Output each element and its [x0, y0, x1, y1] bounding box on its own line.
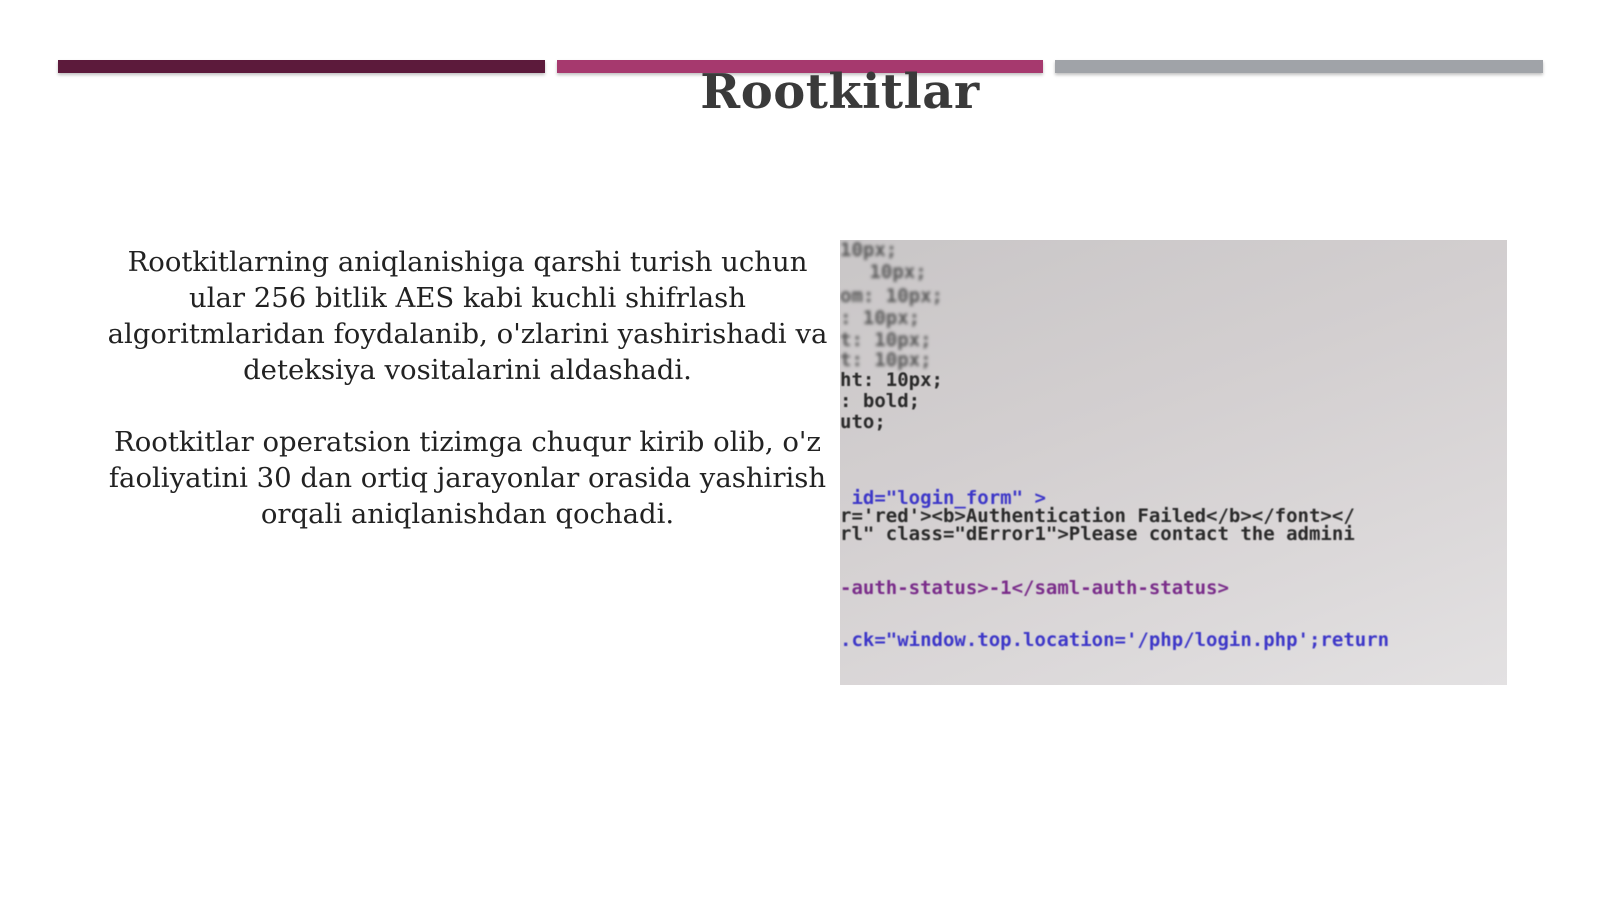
code-line: t: 10px;: [840, 349, 932, 371]
code-line: r='red'><b>Authentication Failed</b></font></: [840, 505, 1355, 527]
code-line: -auth-status>-1</saml-auth-status>: [840, 577, 1229, 599]
code-photo: [840, 240, 1507, 685]
code-line: : 10px;: [840, 307, 921, 329]
header-bar-dark: [58, 60, 545, 73]
paragraph-2: Rootkitlar operatsion tizimga chuqur kirib olib, o'z faoliyatini 30 dan ortiq jarayonlar orasida yashirish orqali aniqlanishdan qochadi.: [108, 426, 827, 530]
code-line: : bold;: [840, 390, 921, 412]
code-line: rl" class="dError1">Please contact the admini: [840, 523, 1355, 545]
code-line: 10px;: [858, 261, 927, 283]
code-line: .ck="window.top.location='/php/login.php';return: [840, 629, 1390, 651]
slide-title: Rootkitlar: [700, 64, 980, 120]
paragraph-1: Rootkitlarning aniqlanishiga qarshi turish uchun ular 256 bitlik AES kabi kuchli shifrlash algoritmlaridan foydalanib, o'zlarini yashirishadi va deteksiya vositalarini aldashadi.: [107, 246, 828, 386]
code-line: om: 10px;: [840, 285, 943, 307]
code-line: uto;: [840, 411, 886, 433]
code-line: 10px;: [840, 240, 898, 261]
code-line: ht: 10px;: [840, 369, 943, 391]
header-bar-gray: [1055, 60, 1543, 73]
body-text: [100, 244, 835, 568]
code-line: t: 10px;: [840, 329, 932, 351]
code-line: id="login_form" >: [840, 487, 1046, 509]
